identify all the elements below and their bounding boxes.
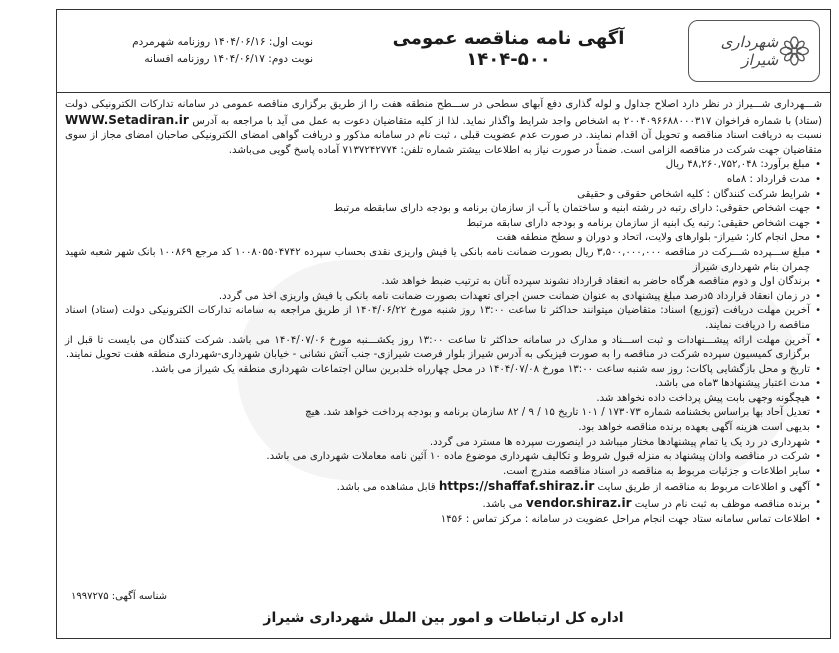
conditions-list [65, 158, 822, 527]
list-item: • شهرداری در رد یک یا تمام پیشنهادها مختار میباشد در اینصورت سپرده ها مسترد می گردد. [65, 436, 822, 451]
logo-text: شهرداری شیراز [720, 33, 779, 69]
list-item: • محل انجام کار: شیراز- بلوارهای ولایت، اتحاد و دوران و سطح منطقه هفت [65, 231, 822, 246]
vendor-text-after: می باشد. [482, 499, 523, 511]
shiraz-municipality-logo [688, 20, 820, 82]
intro-paragraph [65, 98, 822, 158]
list-item: • جهت اشخاص حقیقی: رتبه یک ابنیه از سازمان برنامه و بودجه دارای سابقه مرتبط [65, 217, 822, 232]
publication-second: نوبت دوم: ۱۴۰۴/۰۶/۱۷ روزنامه افسانه [144, 53, 313, 65]
list-item: • آخرین مهلت دریافت (توزیع) اسناد: متقاضیان میتوانند حداکثر تا ساعت ۱۳:۰۰ روز شنبه مورخ ۱۴۰۴/۰۶/۲۲ از طریق مراجعه به سامانه تدارکات الکترونیکی دولت (ستاد) اسناد مناقصه را دریافت نمایند. [65, 304, 822, 333]
shaffaf-text-before: آگهی و اطلاعات مربوط به مناقصه از طریق سایت [597, 482, 810, 494]
intro-text-2: نسبت به دریافت اسناد مناقصه و تحویل آن اقدام نمایند. در صورت عدم عضویت قبلی ، ثبت نام در سامانه مذکور و دریافت گواهی امضای الکترونیکی صاحبان امضای مجاز از سوی متقاضیان جهت شرکت در مناقصه الزامی است. ضمناً در صورت نیاز به اطلاعات بیشتر شماره تلفن: ۷۱۳۷۲۴۲۷۷۴ آماده پاسخ گویی می‌باشد. [65, 130, 822, 156]
notice-title: آگهی نامه مناقصه عمومی ۵۰۰-۱۴۰۴ [392, 28, 625, 70]
notice-body [65, 98, 822, 527]
list-item: • بدیهی است هزینه آگهی بعهده برنده مناقصه خواهد بود. [65, 421, 822, 436]
shaffaf-link[interactable]: https://shaffaf.shiraz.ir [438, 479, 595, 494]
setadiran-link[interactable]: WWW.Setadiran.ir [65, 112, 189, 127]
flower-emblem-icon [778, 31, 811, 71]
list-item: • تاریخ و محل بازگشایی پاکات: روز سه شنبه ساعت ۱۳:۰۰ مورخ ۱۴۰۴/۰۷/۰۸ در محل چهارراه خلدبرین سالن اجتماعات شهرداری منطقه یک شیراز می باشد. [65, 363, 822, 378]
list-item: • آخرین مهلت ارائه پیشـــنهادات و ثبت اســـناد و مدارک در سامانه حداکثر تا ساعت ۱۳:۰۰ روز یکشـــنبه مورخ ۱۴۰۴/۰۷/۰۶ می باشد. شرکت کنندگان می بایست تا قبل از برگزاری کمیسیون سپرده شرکت در مناقصه را به صورت فیزیکی به آدرس شیراز بلوار فرصت شیرازی- جنب آتش نشانی - خیابان شهرداری-شهرداری منطقه هفت تحویل نمایند. [65, 334, 822, 363]
list-item: • شرایط شرکت کنندگان : کلیه اشخاص حقوقی و حقیقی [65, 188, 822, 203]
list-item: • سایر اطلاعات و جزئیات مربوط به مناقصه در اسناد مناقصه مندرج است. [65, 465, 822, 480]
list-item: • اطلاعات تماس سامانه ستاد جهت انجام مراحل عضویت در سامانه : مرکز تماس : ۱۴۵۶ [65, 513, 822, 528]
list-item: • هیچگونه وجهی بابت پیش پرداخت داده نخواهد شد. [65, 392, 822, 407]
notice-header [57, 10, 830, 93]
ad-id: شناسه آگهی: ۱۹۹۷۲۷۵ [71, 591, 168, 602]
list-item-shaffaf [65, 479, 822, 496]
list-item: • در زمان انعقاد قرارداد ۵درصد مبلغ پیشنهادی به عنوان ضمانت حسن اجرای تعهدات بصورت ضمانت نامه بانکی یا فیش واریزی اخذ می گردد. [65, 290, 822, 305]
list-item: • شرکت در مناقصه وادان پیشنهاد به منزله قبول شروط و تکالیف شهرداری موضوع ماده ۱۰ آئین نامه معاملات شهرداری می باشد. [65, 450, 822, 465]
publication-first: نوبت اول: ۱۴۰۴/۰۶/۱۶ روزنامه شهرمردم [132, 36, 313, 48]
list-item: • مدت قرارداد : ۸ماه [65, 173, 822, 188]
list-item: • جهت اشخاص حقوقی: دارای رتبه در رشته ابنیه و ساختمان یا آب از سازمان برنامه و بودجه دارای سابقطه مرتبط [65, 202, 822, 217]
list-item: • مدت اعتبار پیشنهادها ۳ماه می باشد. [65, 377, 822, 392]
list-item: • مبلغ برآورد: ۴۸,۲۶۰,۷۵۲,۰۴۸ ریال [65, 158, 822, 173]
vendor-link[interactable]: vendor.shiraz.ir [526, 496, 632, 511]
list-item: • برندگان اول و دوم مناقصه هرگاه حاضر به انعقاد قرارداد نشوند سپرده آنان به ترتیب ضبط خواهد شد. [65, 275, 822, 290]
shaffaf-text-after: قابل مشاهده می باشد. [336, 482, 436, 494]
publication-info [65, 34, 313, 68]
intro-text-1: شـــهرداری شـــیراز در نظر دارد اصلاح جداول و لوله گذاری دفع آبهای سطحی در ســـطح منطقه هفت را از طریق برگزاری مناقصه عمومی در سامانه تدارکات الکترونیکی دولت (ستاد) با شماره فراخوان ۲۰۰۴۰۹۶۶۸۸۰۰۰۳۱۷ به اشخاص واجد شرایط واگذار نماید. لذا از کلیه متقاضیان دعوت به عمل می آید با مراجعه به آدرس [65, 99, 822, 127]
list-item: • مبلغ ســـپرده شـــرکت در مناقصه ۳,۵۰۰,۰۰۰,۰۰۰ ریال بصورت ضمانت نامه بانکی یا فیش واریزی نقدی بحساب سپرده ۱۰۰۸۰۵۵۰۴۷۴۲ کد مرجع ۱۰۰۸۶۹ بانک شهر شعبه شهید چمران بنام شهرداری شیراز [65, 246, 822, 275]
notice-frame [56, 9, 831, 639]
organization-title: اداره کل ارتباطات و امور بین الملل شهرداری شیراز [263, 610, 624, 626]
list-item-vendor [65, 496, 822, 513]
vendor-text-before: برنده مناقصه موظف به ثبت نام در سایت [634, 499, 810, 511]
list-item: • تعدیل آحاد بها براساس بخشنامه شماره ۱۷۳۰۷۳ / ۱۰۱ تاریخ ۱۵ / ۹ / ۸۲ سازمان برنامه و بودجه پرداخت خواهد شد. هیچ [65, 406, 822, 421]
